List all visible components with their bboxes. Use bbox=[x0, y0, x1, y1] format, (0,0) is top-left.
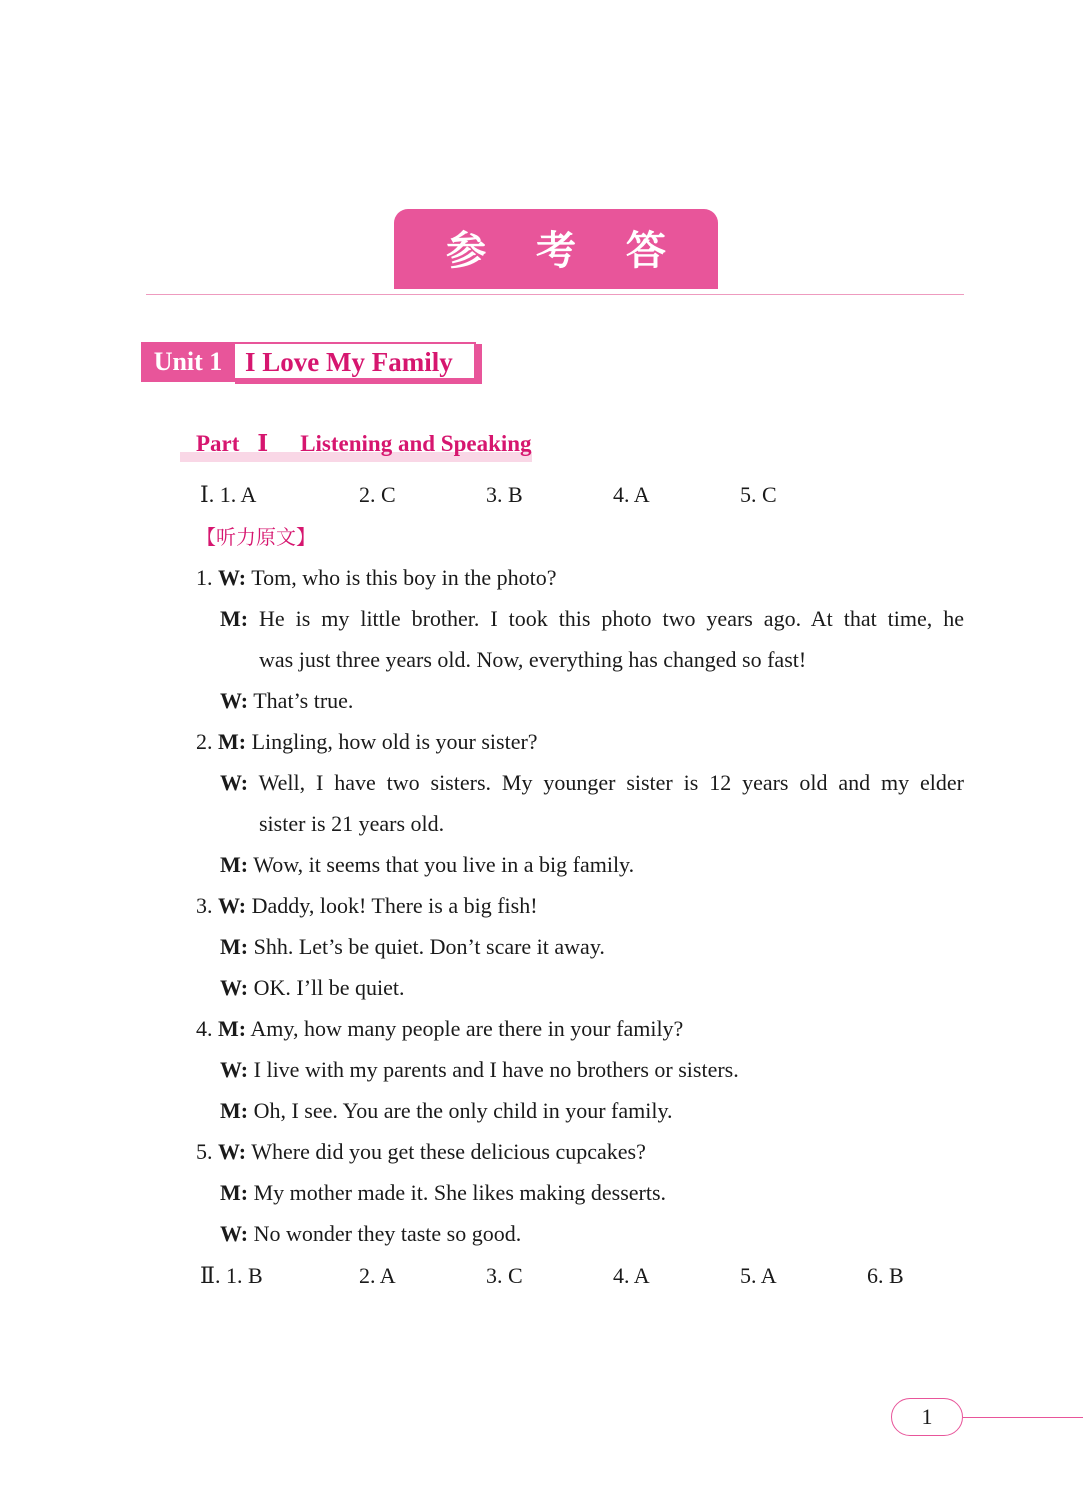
speaker-label: W: bbox=[220, 1221, 249, 1246]
dialogue-text: He is my little brother. I took this photo two years ago. At that time, he bbox=[259, 606, 964, 631]
dialogue-text: OK. I’ll be quiet. bbox=[253, 975, 405, 1000]
speaker-label: W: bbox=[220, 770, 249, 795]
page-number-rule bbox=[963, 1417, 1083, 1418]
answer-item: 4. A bbox=[613, 482, 650, 507]
answer-item: 3. C bbox=[486, 1263, 523, 1288]
answer-item: Ⅱ. 1. B bbox=[200, 1263, 263, 1288]
dialogue-text: My mother made it. She likes making desserts. bbox=[253, 1180, 667, 1205]
part-roman: Ⅰ bbox=[257, 431, 269, 456]
speaker-label: M: bbox=[218, 729, 247, 754]
dialogue-text: Amy, how many people are there in your family? bbox=[250, 1016, 684, 1041]
dialogue-line bbox=[220, 1096, 673, 1126]
speaker-label: W: bbox=[218, 565, 247, 590]
unit-title: I Love My Family bbox=[235, 342, 476, 380]
dialogue-line bbox=[196, 1137, 646, 1167]
answer-item: Ⅰ. 1. A bbox=[200, 482, 257, 507]
speaker-label: W: bbox=[218, 893, 247, 918]
speaker-label: M: bbox=[220, 852, 249, 877]
speaker-label: W: bbox=[220, 975, 249, 1000]
dialogue-line bbox=[196, 563, 556, 593]
dialogue-text: Shh. Let’s be quiet. Don’t scare it away. bbox=[253, 934, 605, 959]
part-label: Part bbox=[196, 431, 240, 456]
dialogue-text: Where did you get these delicious cupcakes? bbox=[251, 1139, 646, 1164]
answer-item: 4. A bbox=[613, 1263, 650, 1288]
unit-label: Unit 1 bbox=[141, 342, 235, 382]
dialogue-text: Lingling, how old is your sister? bbox=[251, 729, 538, 754]
title-divider bbox=[146, 294, 964, 295]
dialogue-text: I live with my parents and I have no brothers or sisters. bbox=[253, 1057, 739, 1082]
speaker-label: W: bbox=[220, 688, 249, 713]
part-title: Listening and Speaking bbox=[300, 431, 532, 456]
dialogue-text: Daddy, look! There is a big fish! bbox=[251, 893, 538, 918]
dialogue-number: 3. bbox=[196, 893, 213, 918]
dialogue-line bbox=[220, 973, 405, 1003]
dialogue-text: Well, I have two sisters. My younger sister is 12 years old and my elder bbox=[258, 770, 964, 795]
speaker-label: M: bbox=[220, 934, 249, 959]
dialogue-text: No wonder they taste so good. bbox=[253, 1221, 522, 1246]
speaker-label: W: bbox=[218, 1139, 247, 1164]
dialogue-line bbox=[220, 762, 964, 844]
dialogue-line bbox=[220, 850, 634, 880]
dialogue-line bbox=[220, 598, 964, 680]
transcript-heading: 【听力原文】 bbox=[196, 525, 316, 549]
dialogue-text-continued: sister is 21 years old. bbox=[259, 811, 445, 836]
dialogue-line bbox=[220, 1178, 666, 1208]
dialogue-number: 1. bbox=[196, 565, 213, 590]
dialogue-text: That’s true. bbox=[253, 688, 354, 713]
answer-item: 2. A bbox=[359, 1263, 396, 1288]
speaker-label: M: bbox=[220, 1098, 249, 1123]
dialogue-line bbox=[220, 1219, 521, 1249]
answer-item: 5. C bbox=[740, 482, 777, 507]
speaker-label: M: bbox=[220, 606, 249, 631]
dialogue-number: 2. bbox=[196, 729, 213, 754]
answer-item: 5. A bbox=[740, 1263, 777, 1288]
answer-item: 6. B bbox=[867, 1263, 904, 1288]
dialogue-line bbox=[220, 686, 353, 716]
part-heading bbox=[180, 428, 532, 462]
dialogue-text: Wow, it seems that you live in a big family. bbox=[253, 852, 635, 877]
dialogue-text-continued: was just three years old. Now, everything has changed so fast! bbox=[259, 647, 807, 672]
dialogue-number: 5. bbox=[196, 1139, 213, 1164]
speaker-label: W: bbox=[220, 1057, 249, 1082]
answer-item: 3. B bbox=[486, 482, 523, 507]
dialogue-text: Oh, I see. You are the only child in your family. bbox=[253, 1098, 673, 1123]
dialogue-number: 4. bbox=[196, 1016, 213, 1041]
page-number: 1 bbox=[891, 1398, 963, 1436]
dialogue-text: Tom, who is this boy in the photo? bbox=[251, 565, 557, 590]
dialogue-line bbox=[220, 932, 605, 962]
dialogue-line bbox=[196, 1014, 683, 1044]
dialogue-line bbox=[196, 727, 538, 757]
dialogue-line bbox=[196, 891, 538, 921]
page-title: 参 考 答 案 bbox=[394, 209, 718, 289]
speaker-label: M: bbox=[220, 1180, 249, 1205]
answer-item: 2. C bbox=[359, 482, 396, 507]
speaker-label: M: bbox=[218, 1016, 247, 1041]
dialogue-line bbox=[220, 1055, 739, 1085]
